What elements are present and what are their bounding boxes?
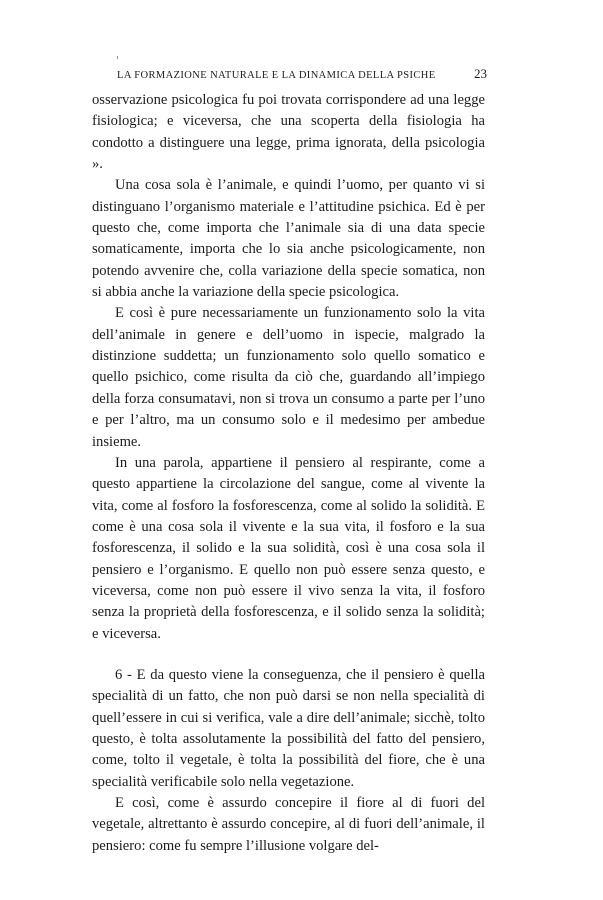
paragraph: Una cosa sola è l’animale, e quindi l’uomo, per quanto vi si distinguano l’organismo materiale e l’attitudine psichica. Ed è per questo che, come importa che l’animale sia di una data specie somaticamente, importa che lo sia anche psicologicamente, non potendo avvenire che, colla variazione della specie somatica, non si abbia anche la variazione della specie psicologica.: [92, 177, 485, 301]
paragraph: E così è pure necessariamente un funzionamento solo la vita dell’animale in genere e dell’uomo in ispecie, malgrado la distinzione suddetta; un funzionamento solo quello somatico e quello psichico, come risulta da ciò che, guardando all’impiego della forza consumatavi, non si trova un consumo a parte per l’uno e per l’altro, ma un consumo solo e il medesimo per ambedue insieme.: [92, 305, 485, 450]
body-text: [92, 90, 485, 857]
page-number: 23: [474, 66, 487, 81]
section-6-paragraph: 6 - E da questo viene la conseguenza, che il pensiero è quella specialità di un fatto, che non può darsi se non nella specialità di quell’essere in cui si verifica, vale a dire dell’animale; sicchè, tolto questo, è tolta assolutamente la possibilità del fatto del pensiero, come, tolto il vegetale, è tolta la possibilità del fiore, che è una specialità verificabile solo nella vegetazione.: [92, 666, 485, 790]
running-header: [117, 66, 487, 82]
paragraph-continuation: osservazione psicologica fu poi trovata corrispondere ad una legge fisiologica; e viceversa, che una scoperta della fisiologia ha condotto a distinguere una legge, prima ignorata, della psicologia ».: [92, 92, 485, 173]
running-title: LA FORMAZIONE NATURALE E LA DINAMICA DELLA PSICHE: [117, 70, 436, 81]
paragraph: In una parola, appartiene il pensiero al respirante, come a questo appartiene la circolazione del sangue, come al vivente la vita, come al fosforo la fosforescenza, come al solido la solidità. E come è una cosa sola il vivente e la sua vita, il fosforo e la sua fosforescenza, il solido e la sua solidità, così è una cosa sola il pensiero e l’organismo. E quello non può essere senza questo, e viceversa, come non può essere il vivo senza la vita, il fosforo senza la proprietà della fosforescenza, e il solido senza la solidità; e viceversa.: [92, 454, 485, 642]
paragraph: E così, come è assurdo concepire il fiore al di fuori del vegetale, altrettanto è assurdo concepire, al di fuori dell’animale, il pensiero: come fu sempre l’illusione volgare del-: [92, 795, 485, 854]
print-speck: [117, 56, 118, 59]
